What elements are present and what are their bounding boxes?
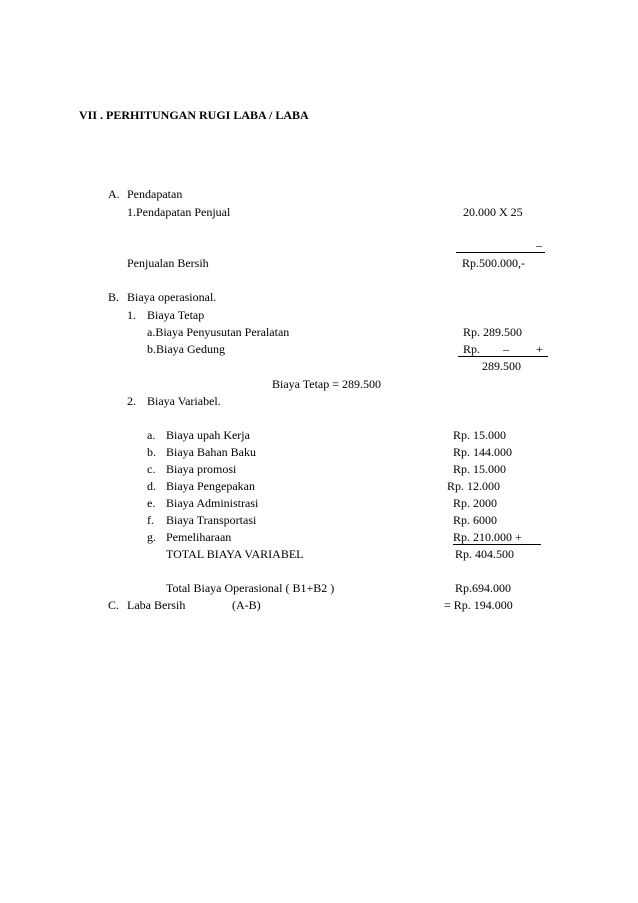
net-sales-label: Penjualan Bersih xyxy=(127,256,209,270)
section-a-marker: A. xyxy=(108,187,120,201)
list-item-letter: c. xyxy=(147,462,156,476)
operational-total-label: Total Biaya Operasional ( B1+B2 ) xyxy=(166,581,335,595)
list-item-value: Rp. 144.000 xyxy=(453,445,513,459)
fixed-item-value: Rp. xyxy=(463,342,481,356)
list-item-label: Biaya upah Kerja xyxy=(166,428,250,442)
net-profit-value: = Rp. 194.000 xyxy=(444,598,513,612)
plus-sign: + xyxy=(536,342,543,356)
operational-total-value: Rp.694.000 xyxy=(455,581,512,595)
subtotal-line xyxy=(453,544,541,545)
list-item-label: Biaya promosi xyxy=(166,462,237,476)
variable-total-value: Rp. 404.500 xyxy=(455,547,515,561)
list-item-label: Biaya Transportasi xyxy=(166,513,257,527)
list-item-label: Biaya Administrasi xyxy=(166,496,259,510)
variable-cost-label: Biaya Variabel. xyxy=(147,394,221,408)
income-sales-value: 20.000 X 25 xyxy=(463,205,523,219)
list-item-value: Rp. 2000 xyxy=(453,496,498,510)
income-sales-label: 1.Pendapatan Penjual xyxy=(127,205,231,219)
list-item-label: Biaya Bahan Baku xyxy=(166,445,256,459)
net-profit-label: Laba Bersih xyxy=(127,598,186,612)
net-profit-formula: (A-B) xyxy=(232,598,261,612)
list-item-label: Pemeliharaan xyxy=(166,530,232,544)
list-item-letter: a. xyxy=(147,428,156,442)
net-sales-value: Rp.500.000,- xyxy=(462,256,525,270)
list-item-letter: f. xyxy=(147,513,154,527)
list-item-value: Rp. 15.000 xyxy=(453,428,507,442)
section-c-marker: C. xyxy=(108,598,120,612)
list-item-value: Rp. 6000 xyxy=(453,513,498,527)
fixed-sum-value: 289.500 xyxy=(482,359,521,373)
list-item-label: Biaya Pengepakan xyxy=(166,479,255,493)
minus-sign: – xyxy=(503,342,509,356)
section-b-label: Biaya operasional. xyxy=(127,290,217,304)
variable-total-label: TOTAL BIAYA VARIABEL xyxy=(166,547,304,561)
list-item-letter: b. xyxy=(147,445,156,459)
fixed-total: Biaya Tetap = 289.500 xyxy=(272,377,382,391)
list-item-letter: g. xyxy=(147,530,156,544)
subtotal-line xyxy=(456,252,545,253)
page-title: VII . PERHITUNGAN RUGI LABA / LABA xyxy=(79,108,309,122)
list-item-value: Rp. 12.000 xyxy=(447,479,501,493)
list-item-value: Rp. 15.000 xyxy=(453,462,507,476)
list-item-letter: e. xyxy=(147,496,156,510)
fixed-item-value: Rp. 289.500 xyxy=(463,325,523,339)
section-b-marker: B. xyxy=(108,290,120,304)
section-a-label: Pendapatan xyxy=(127,187,183,201)
fixed-item-label: b.Biaya Gedung xyxy=(147,342,225,356)
list-item-value: Rp. 210.000 + xyxy=(453,530,522,544)
variable-cost-marker: 2. xyxy=(127,394,136,408)
fixed-cost-marker: 1. xyxy=(127,308,136,322)
minus-sign: – xyxy=(536,238,542,252)
fixed-cost-label: Biaya Tetap xyxy=(147,308,205,322)
list-item-letter: d. xyxy=(147,479,156,493)
subtotal-line xyxy=(458,356,548,357)
fixed-item-label: a.Biaya Penyusutan Peralatan xyxy=(147,325,290,339)
